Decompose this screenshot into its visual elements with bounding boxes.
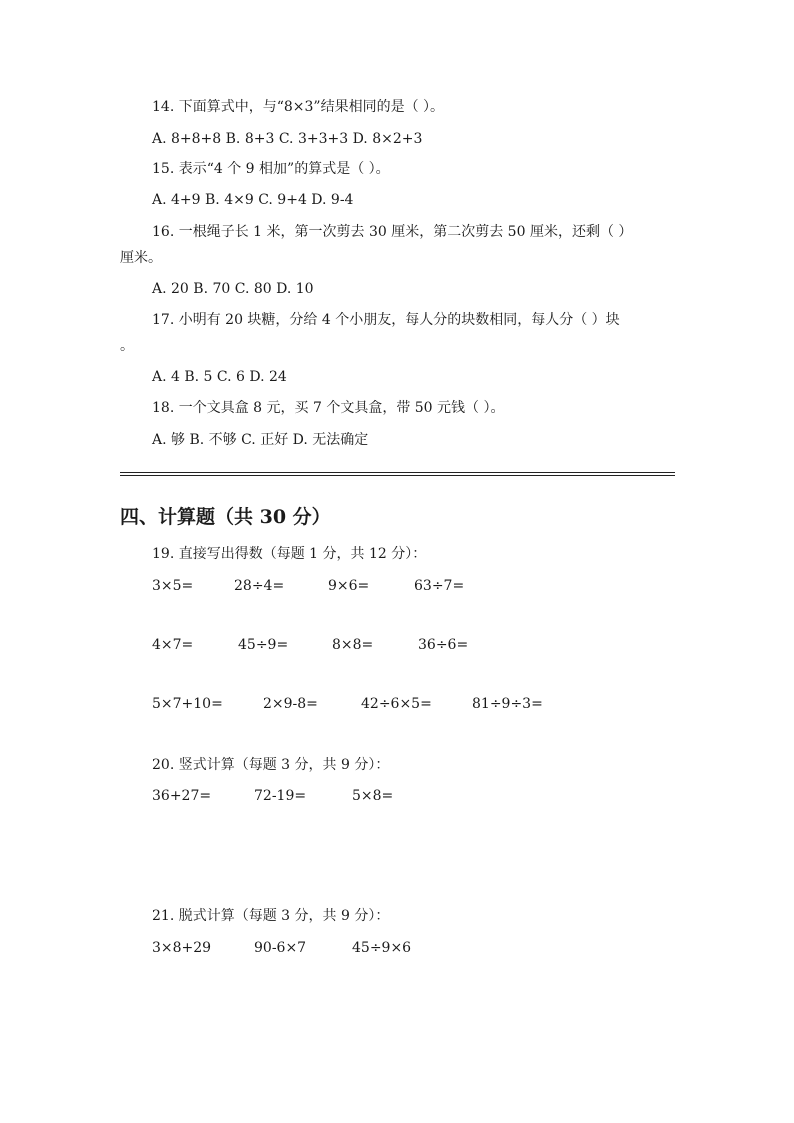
q19-item: 45÷9= — [238, 637, 289, 653]
q19-item: 36÷6= — [418, 637, 469, 653]
q16-stem-line1: 16. 一根绳子长 1 米，第一次剪去 30 厘米，第二次剪去 50 厘米，还剩（ ） — [152, 224, 633, 240]
q17-stem-line2: 。 — [120, 338, 134, 354]
q20-title: 20. 竖式计算（每题 3 分，共 9 分）： — [152, 757, 390, 773]
q20-item: 36+27= — [152, 788, 212, 804]
q19-item: 8×8= — [332, 637, 374, 653]
q19-item: 63÷7= — [414, 578, 465, 594]
q19-item: 28÷4= — [234, 578, 285, 594]
q19-item: 9×6= — [328, 578, 370, 594]
q19-item: 42÷6×5= — [361, 696, 432, 712]
q16-stem-line2: 厘米。 — [120, 250, 162, 266]
q16-options: A. 20 B. 70 C. 80 D. 10 — [152, 281, 314, 297]
q19-item: 81÷9÷3= — [472, 696, 543, 712]
q19-title: 19. 直接写出得数（每题 1 分，共 12 分）： — [152, 546, 427, 562]
q21-item: 90-6×7 — [254, 940, 307, 956]
q17-stem-line1: 17. 小明有 20 块糖，分给 4 个小朋友，每人分的块数相同，每人分（ ）块 — [152, 312, 620, 328]
q19-item: 2×9-8= — [263, 696, 318, 712]
q21-item: 45÷9×6 — [352, 940, 412, 956]
section-divider — [120, 472, 675, 476]
q15-options: A. 4+9 B. 4×9 C. 9+4 D. 9-4 — [152, 192, 354, 208]
q14-stem: 14. 下面算式中，与“8×3”结果相同的是（ ）。 — [152, 99, 445, 115]
q18-stem: 18. 一个文具盒 8 元，买 7 个文具盒，带 50 元钱（ ）。 — [152, 400, 505, 416]
q18-options: A. 够 B. 不够 C. 正好 D. 无法确定 — [152, 432, 369, 448]
section-4-heading: 四、计算题（共 30 分） — [120, 506, 331, 528]
q14-options: A. 8+8+8 B. 8+3 C. 3+3+3 D. 8×2+3 — [152, 131, 423, 147]
q19-item: 5×7+10= — [152, 696, 223, 712]
q20-item: 5×8= — [352, 788, 394, 804]
q19-item: 3×5= — [152, 578, 194, 594]
q20-item: 72-19= — [254, 788, 307, 804]
q15-stem: 15. 表示“4 个 9 相加”的算式是（ ）。 — [152, 161, 390, 177]
q21-item: 3×8+29 — [152, 940, 212, 956]
q19-item: 4×7= — [152, 637, 194, 653]
q21-title: 21. 脱式计算（每题 3 分，共 9 分）： — [152, 908, 390, 924]
q17-options: A. 4 B. 5 C. 6 D. 24 — [152, 369, 287, 385]
